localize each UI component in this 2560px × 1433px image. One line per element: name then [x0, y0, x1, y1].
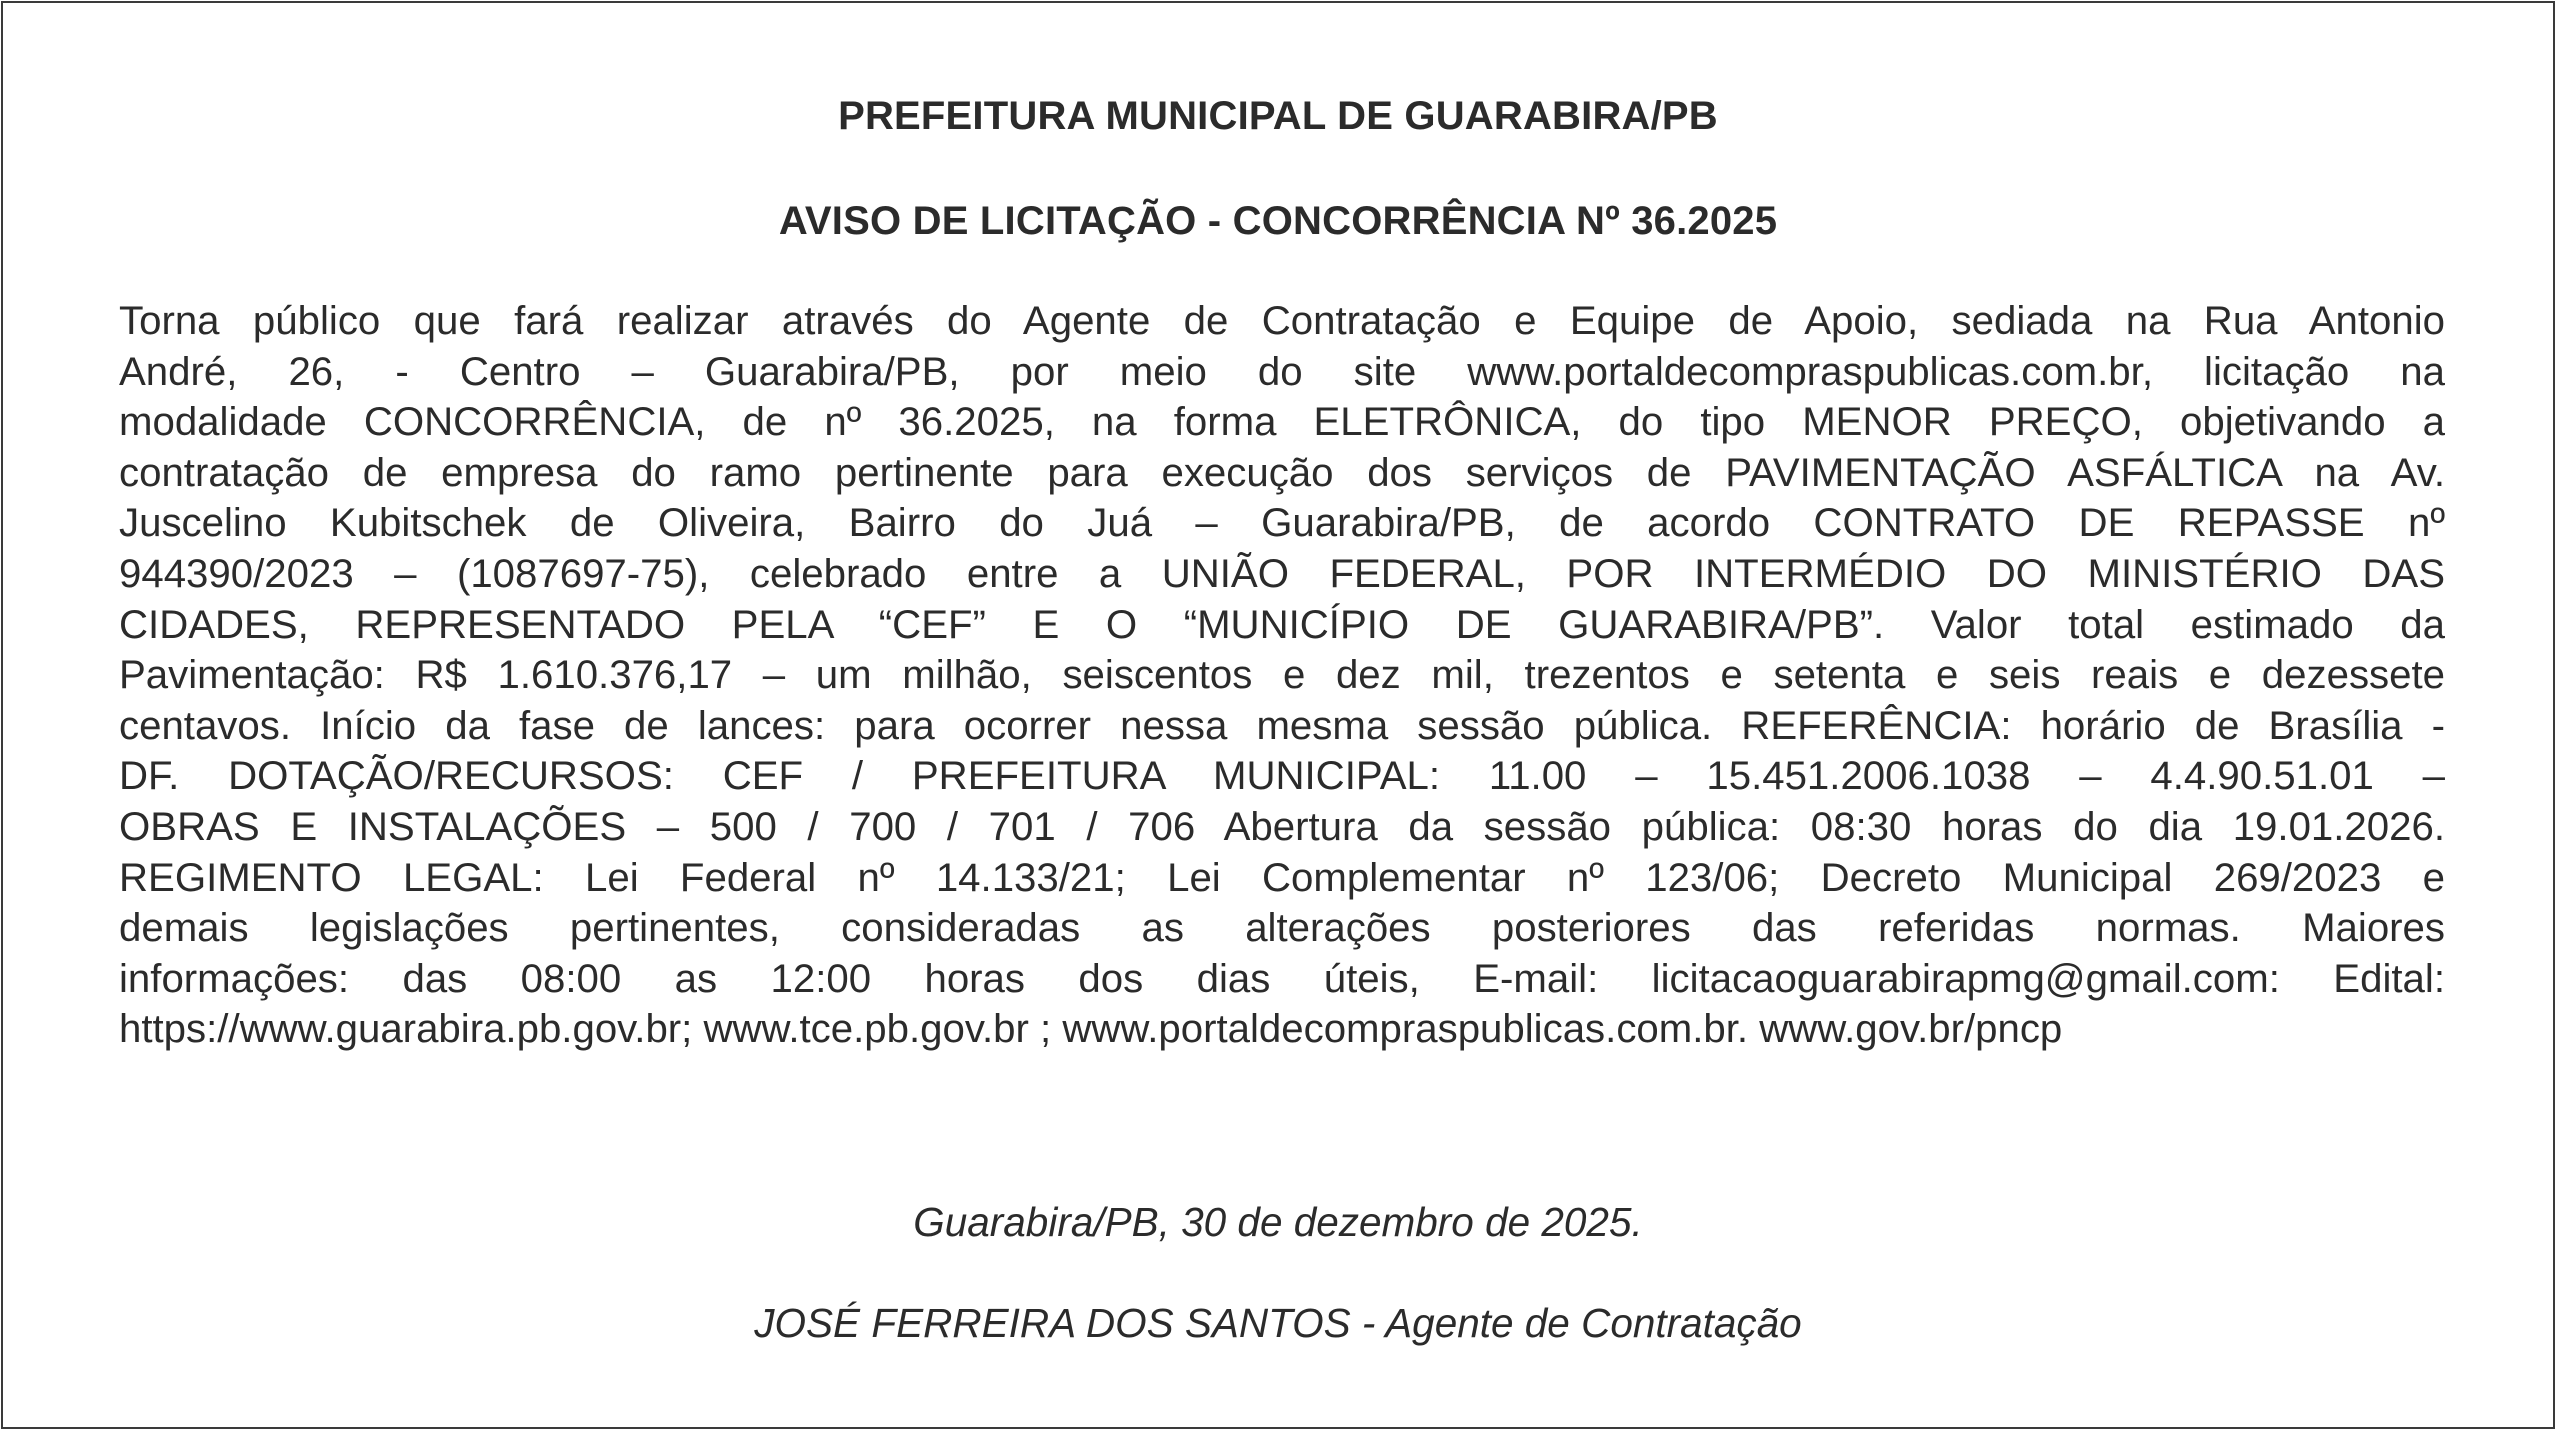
body-line: https://www.guarabira.pb.gov.br; www.tce.pb.gov.br ; www.portaldecompraspublicas.com.br. www.gov.br/pncp	[119, 1006, 2063, 1052]
body-line: DF. DOTAÇÃO/RECURSOS: CEF / PREFEITURA MUNICIPAL: 11.00 – 15.451.2006.1038 – 4.4.90.51.01 –	[119, 753, 2445, 799]
body-line: centavos. Início da fase de lances: para ocorrer nessa mesma sessão pública. REFERÊNCIA: horário de Brasília -	[119, 702, 2445, 748]
signature-line: JOSÉ FERREIRA DOS SANTOS - Agente de Contratação	[754, 1300, 1802, 1346]
notice-title: AVISO DE LICITAÇÃO - CONCORRÊNCIA Nº 36.2025	[778, 199, 1778, 243]
body-line: 944390/2023 – (1087697-75), celebrado entre a UNIÃO FEDERAL, POR INTERMÉDIO DO MINISTÉRIO DAS	[119, 550, 2445, 596]
body-line: Juscelino Kubitschek de Oliveira, Bairro do Juá – Guarabira/PB, de acordo CONTRATO DE REPASSE nº	[119, 500, 2445, 546]
body-line: CIDADES, REPRESENTADO PELA “CEF” E O “MUNICÍPIO DE GUARABIRA/PB”. Valor total estimado da	[119, 601, 2445, 647]
place-date: Guarabira/PB, 30 de dezembro de 2025.	[913, 1199, 1643, 1245]
body-line: OBRAS E INSTALAÇÕES – 500 / 700 / 701 / 706 Abertura da sessão pública: 08:30 horas do dia 19.01.2026.	[119, 803, 2445, 849]
body-line: REGIMENTO LEGAL: Lei Federal nº 14.133/21; Lei Complementar nº 123/06; Decreto Municipal 269/2023 e	[119, 854, 2445, 900]
body-line: informações: das 08:00 as 12:00 horas dos dias úteis, E-mail: licitacaoguarabirapmg@gmail.com: Edital:	[119, 955, 2445, 1001]
body-line: demais legislações pertinentes, consideradas as alterações posteriores das referidas normas. Maiores	[119, 905, 2445, 951]
body-line: André, 26, - Centro – Guarabira/PB, por meio do site www.portaldecompraspublicas.com.br, licitação na	[119, 348, 2445, 394]
body-line: modalidade CONCORRÊNCIA, de nº 36.2025, na forma ELETRÔNICA, do tipo MENOR PREÇO, objetivando a	[119, 399, 2445, 445]
notice-frame	[1, 1, 2555, 1429]
notice-body	[119, 296, 2445, 1055]
body-line: Pavimentação: R$ 1.610.376,17 – um milhão, seiscentos e dez mil, trezentos e setenta e seis reais e dezessete	[119, 652, 2445, 698]
body-line: contratação de empresa do ramo pertinente para execução dos serviços de PAVIMENTAÇÃO ASFÁLTICA na Av.	[119, 449, 2445, 495]
organization-title: PREFEITURA MUNICIPAL DE GUARABIRA/PB	[838, 94, 1718, 138]
body-line: Torna público que fará realizar através do Agente de Contratação e Equipe de Apoio, sediada na Rua Antonio	[119, 298, 2445, 343]
